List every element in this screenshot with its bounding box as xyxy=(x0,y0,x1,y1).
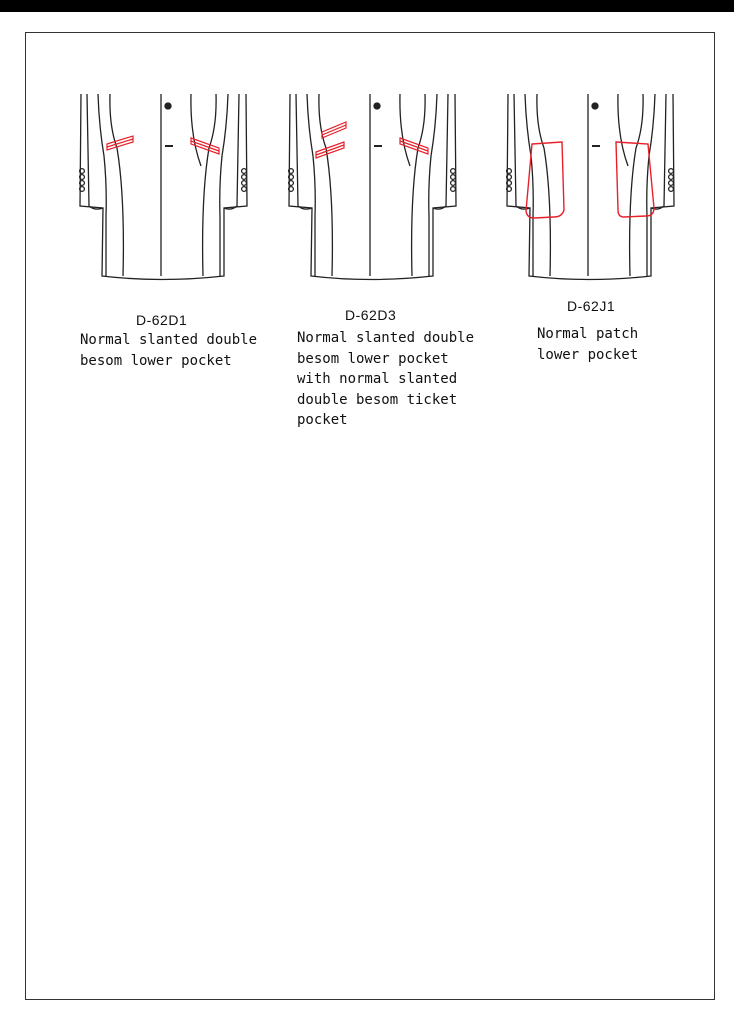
style-code: D-62D1 xyxy=(136,312,188,328)
style-code: D-62J1 xyxy=(567,298,616,314)
style-description: Normal patch lower pocket xyxy=(537,326,639,363)
top-black-bar xyxy=(0,0,734,12)
coat-sketch-d62d3 xyxy=(282,86,458,292)
style-description: Normal slanted double besom lower pocket xyxy=(80,332,258,369)
style-code: D-62D3 xyxy=(345,307,397,323)
coat-sketch-d62d1 xyxy=(73,86,249,292)
style-description: Normal slanted double besom lower pocket with normal slanted double besom ticket pocket xyxy=(297,330,475,428)
coat-sketch-d62j1 xyxy=(500,86,676,292)
